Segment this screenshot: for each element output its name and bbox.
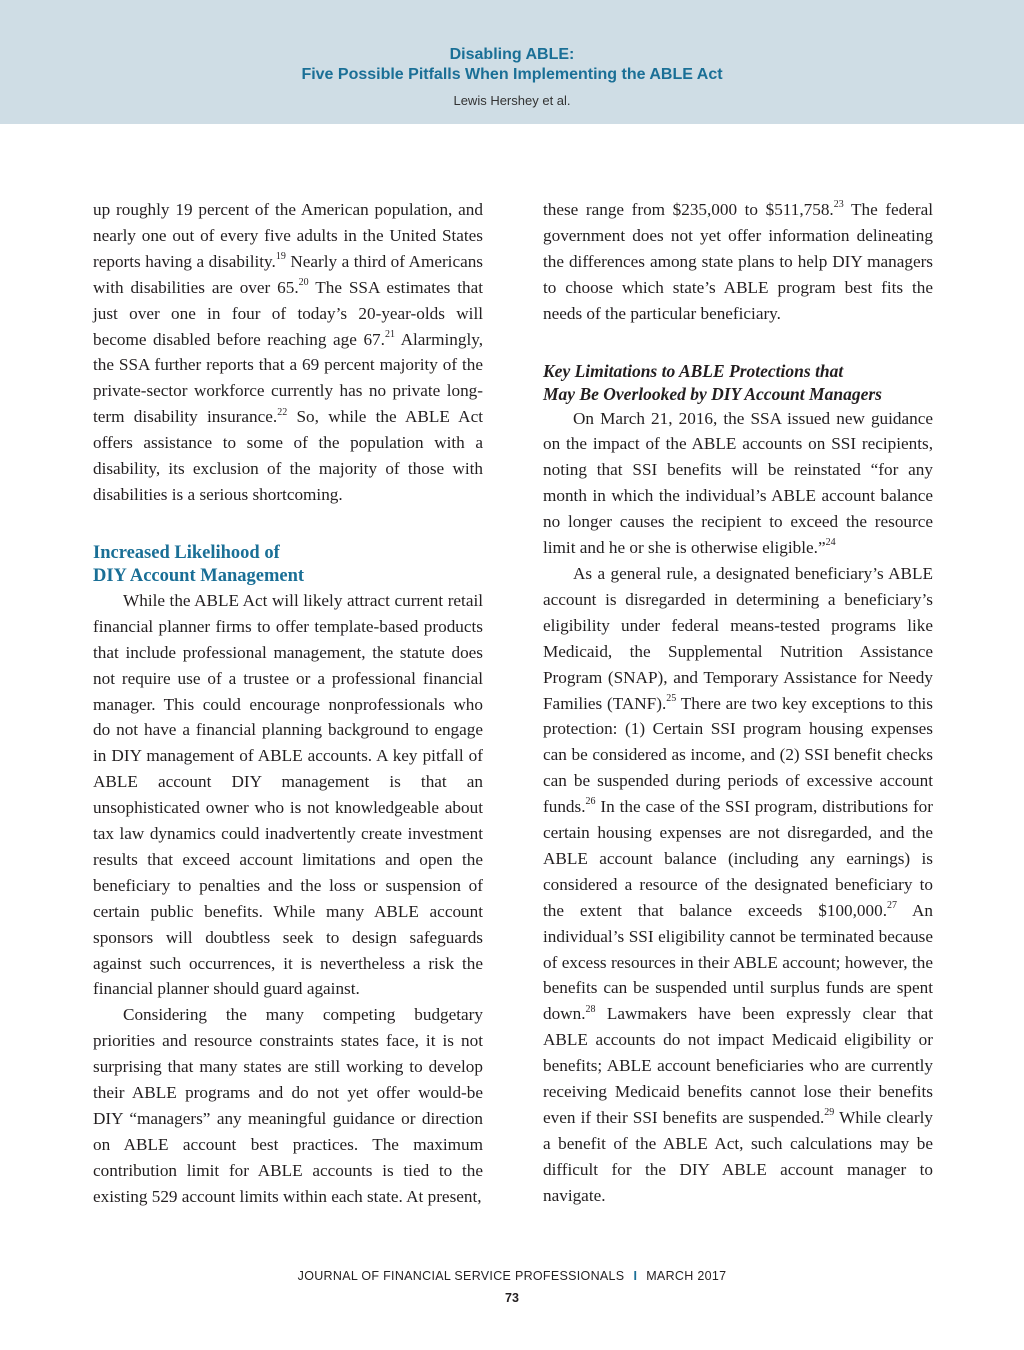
body-paragraph: these range from $235,000 to $511,758.23 The federal government does not yet offer information delineating the differences among state plans to help DIY managers to choose which state’s ABLE program best fits the needs of the particular beneficiary. — [543, 199, 933, 323]
page-number: 73 — [505, 1291, 519, 1305]
article-title — [0, 45, 1024, 85]
footnote-ref[interactable]: 26 — [585, 796, 596, 808]
section-heading-diy: Increased Likelihood of DIY Account Management — [93, 542, 305, 586]
body-paragraph: On March 21, 2016, the SSA issued new guidance on the impact of the ABLE accounts on SSI recipients, noting that SSI benefits will be reinstated “for any month in which the individual’s ABLE account balance no longer causes the recipient to exceed the resource limit and he or she is otherwise eligible.”$^{24}$ — [543, 408, 933, 558]
section-heading-limitations: Key Limitations to ABLE Protections that May Be Overlooked by DIY Account Managers — [543, 360, 882, 404]
left-column — [93, 197, 483, 1210]
footnote-ref[interactable]: 20 — [298, 276, 309, 288]
article-title-line1: Disabling ABLE: — [449, 46, 575, 63]
footnote-ref[interactable]: 25 — [666, 692, 677, 704]
right-column — [543, 197, 933, 1209]
running-header — [0, 0, 1024, 124]
footnote-ref[interactable]: 22 — [277, 406, 288, 418]
body-paragraph: Considering the many competing budgetary priorities and resource constraints states face, it is not surprising that many states are still working to develop their ABLE programs and do not yet offer would-be DIY “managers” any meaningful guidance or direction on ABLE account best practices. The maximum contribution limit for ABLE accounts is tied to the existing 529 account limits within each state. At present, — [93, 1005, 483, 1206]
footer-separator: I — [633, 1269, 638, 1283]
body-paragraph: up roughly 19 percent of the American population, and nearly one out of every five adults in the United States reports having a disability.$^{19}$ Nearly a third of Americans with disabilities are over 65.20 The SSA estimates that just over one in four of today’s 20-year-olds will become disabled before reaching age 67.21 Alarmingly, the SSA further reports that a 69 percent majority of the private-sector workforce currently has no private long-term disability insurance.$^{22}$ So, while the ABLE Act offers assistance to some of the population with a disability, its exclusion of the majority of those with disabilities is a serious shortcoming. — [93, 200, 484, 504]
article-author: Lewis Hershey et al. — [453, 93, 571, 108]
running-footer — [0, 1269, 1024, 1283]
issue-date: MARCH 2017 — [646, 1269, 727, 1283]
footnote-ref[interactable]: 19 — [275, 251, 286, 263]
footnote-ref[interactable]: 24 — [825, 537, 836, 549]
footnote-ref[interactable]: 29 — [824, 1107, 835, 1119]
footnote-ref[interactable]: 21 — [384, 328, 395, 340]
journal-name: JOURNAL OF FINANCIAL SERVICE PROFESSIONALS — [297, 1269, 625, 1283]
body-paragraph: As a general rule, a designated beneficiary’s ABLE account is disregarded in determining a beneficiary’s eligibility under federal means-tested programs like Medicaid, the Supplemental Nutrition Assistance Program (SNAP), and Temporary Assistance for Needy Families (TANF).$^{25}$ There are two key exceptions to this protection: (1) Certain SSI program housing expenses can be considered as income, and (2) SSI benefit checks can be suspended during periods of excessive account funds.$^{26}$ In the case of the SSI program, distributions for certain housing expenses are not disregarded, and the ABLE account balance (including any earnings) is considered a resource of the designated beneficiary to the extent that balance exceeds $100,000.27 An individual’s SSI eligibility cannot be terminated because of excess resources in their ABLE account; however, the benefits can be suspended until surplus funds are spent down.$^{28}$ Lawmakers have been expressly clear that ABLE accounts do not impact Medicaid eligibility or benefits; ABLE account beneficiaries who are currently receiving Medicaid benefits cannot lose their benefits even if their SSI benefits are suspended.$^{29}$ While clearly a benefit of the ABLE Act, such calculations may be difficult for the DIY ABLE account manager to navigate. — [543, 563, 933, 1205]
footnote-ref[interactable]: 23 — [833, 199, 844, 211]
body-paragraph: While the ABLE Act will likely attract current retail financial planner firms to offer template-based products that include professional management, the statute does not require use of a trustee or a professional financial manager. This could encourage nonprofessionals who do not have a financial planning background to engage in DIY management of ABLE accounts. A key pitfall of ABLE account DIY management is that an unsophisticated owner who is not knowledgeable about tax law dynamics could inadvertently create investment results that exceed account limitations and open the beneficiary to penalties and the loss or suspension of certain public benefits. While many ABLE account sponsors will doubtless seek to design safeguards against such occurrences, it is nevertheless a risk the financial planner should guard against. — [93, 590, 483, 999]
footnote-ref[interactable]: 27 — [887, 900, 898, 912]
footnote-ref[interactable]: 28 — [585, 1003, 596, 1015]
article-title-line2: Five Possible Pitfalls When Implementing the ABLE Act — [301, 66, 723, 83]
